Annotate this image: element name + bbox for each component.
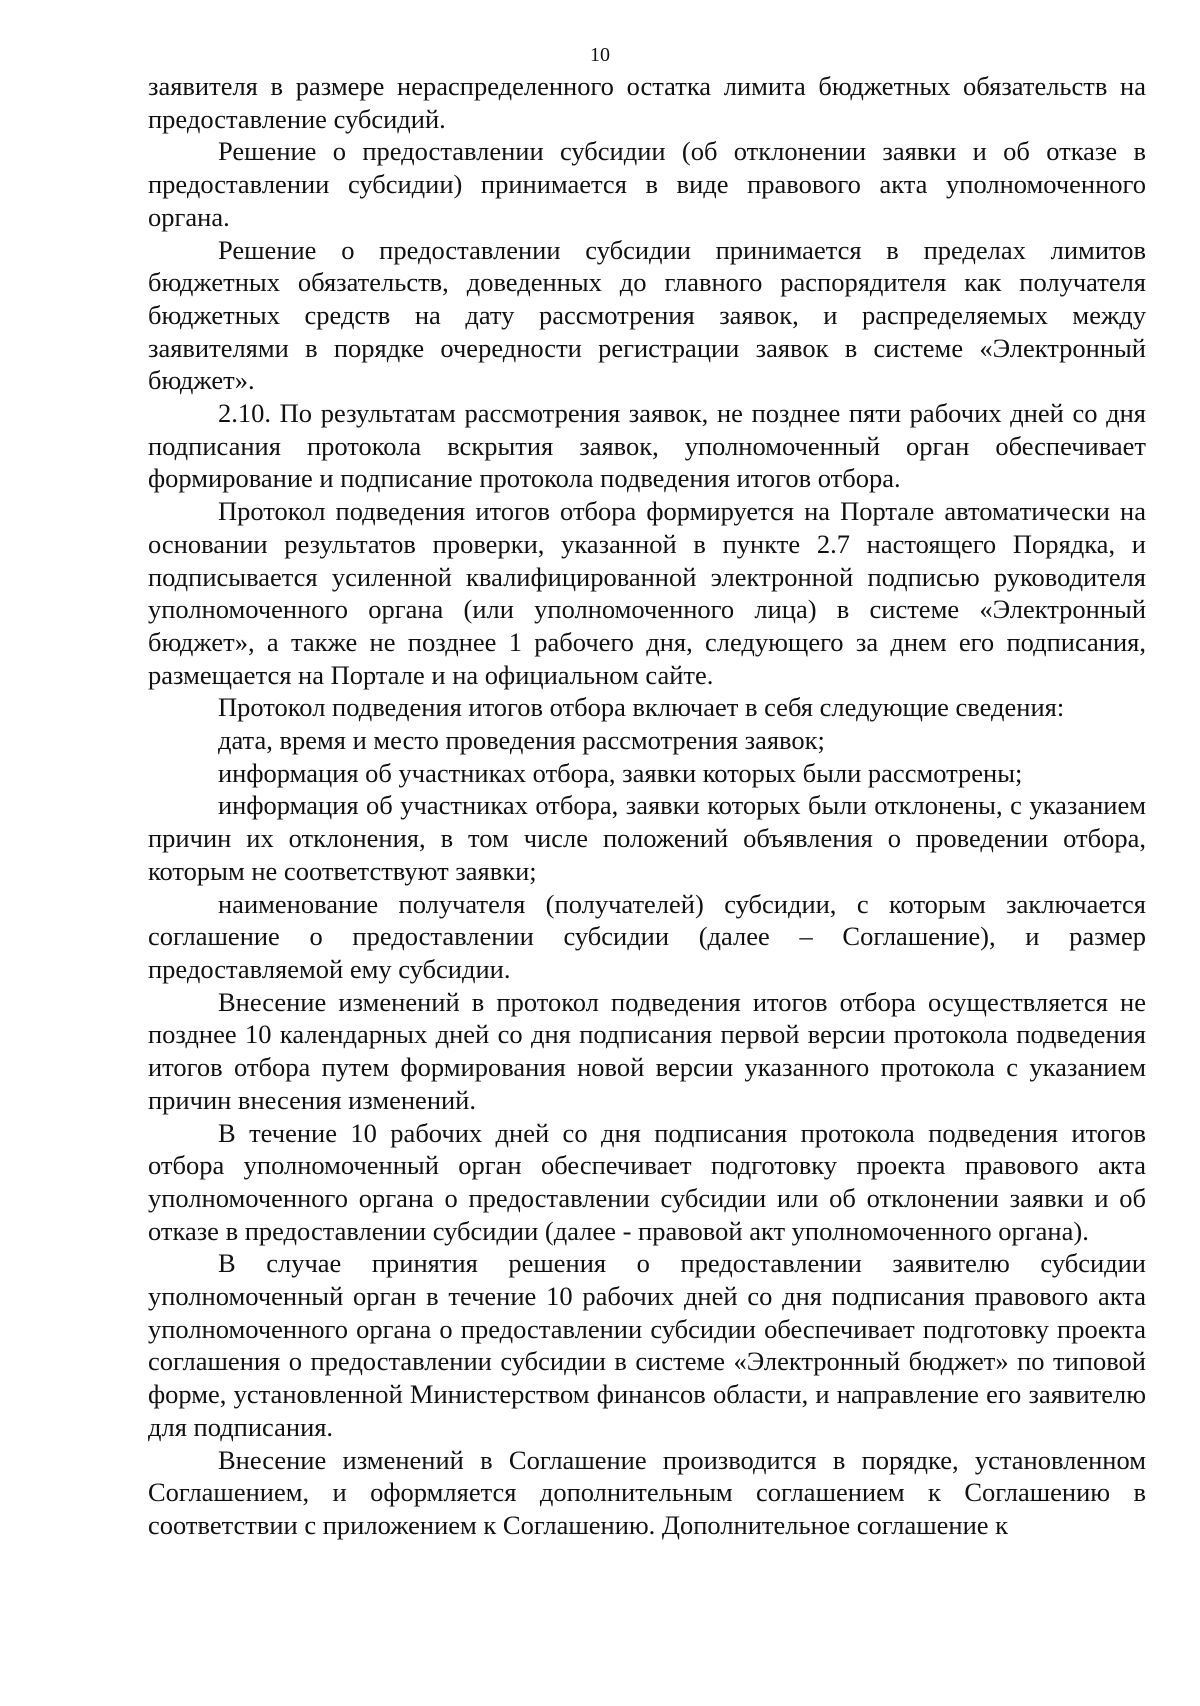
paragraph: В течение 10 рабочих дней со дня подписания протокола подведения итогов отбора уполномоченный орган обеспечивает подготовку проекта правового акта уполномоченного органа о предоставлении субсидии или об отклонении заявки и об отказе в предоставлении субсидии (далее - правовой акт уполномоченного органа). — [148, 1117, 1146, 1246]
paragraph: Внесение изменений в протокол подведения итогов отбора осуществляется не позднее 10 календарных дней со дня подписания первой версии протокола подведения итогов отбора путем формирования новой версии указанного протокола с указанием причин внесения изменений. — [148, 986, 1146, 1115]
document-body — [148, 70, 1146, 1542]
paragraph-continuation: заявителя в размере нераспределенного остатка лимита бюджетных обязательств на предоставление субсидий. — [148, 71, 1146, 134]
paragraph: Внесение изменений в Соглашение производится в порядке, установленном Соглашением, и оформляется дополнительным соглашением к Соглашению в соответствии с приложением к Соглашению. Дополнительное соглашение к — [148, 1444, 1146, 1540]
page-number: 10 — [590, 44, 610, 66]
paragraph: Протокол подведения итогов отбора формируется на Портале автоматически на основании результатов проверки, указанной в пункте 2.7 настоящего Порядка, и подписывается усиленной квалифицированной электронной подписью руководителя уполномоченного органа (или уполномоченного лица) в системе «Электронный бюджет», а также не позднее 1 рабочего дня, следующего за днем его подписания, размещается на Портале и на официальном сайте. — [148, 496, 1146, 690]
list-item: наименование получателя (получателей) субсидии, с которым заключается соглашение о предоставлении субсидии (далее – Соглашение), и размер предоставляемой ему субсидии. — [148, 888, 1146, 984]
paragraph: Протокол подведения итогов отбора включает в себя следующие сведения: — [218, 692, 1065, 723]
list-item: информация об участниках отбора, заявки которых были рассмотрены; — [218, 757, 1023, 788]
list-item: информация об участниках отбора, заявки которых были отклонены, с указанием причин их отклонения, в том числе положений объявления о проведении отбора, которым не соответствуют заявки; — [148, 790, 1146, 886]
paragraph-clause-2-10: 2.10. По результатам рассмотрения заявок, не позднее пяти рабочих дней со дня подписания протокола вскрытия заявок, уполномоченный орган обеспечивает формирование и подписание протокола подведения итогов отбора. — [148, 398, 1146, 494]
paragraph: Решение о предоставлении субсидии (об отклонении заявки и об отказе в предоставлении субсидии) принимается в виде правового акта уполномоченного органа. — [148, 136, 1146, 232]
paragraph: Решение о предоставлении субсидии принимается в пределах лимитов бюджетных обязательств, доведенных до главного распорядителя как получателя бюджетных средств на дату рассмотрения заявок, и распределяемых между заявителями в порядке очередности регистрации заявок в системе «Электронный бюджет». — [148, 234, 1146, 396]
paragraph: В случае принятия решения о предоставлении заявителю субсидии уполномоченный орган в течение 10 рабочих дней со дня подписания правового акта уполномоченного органа о предоставлении субсидии обеспечивает подготовку проекта соглашения о предоставлении субсидии в системе «Электронный бюджет» по типовой форме, установленной Министерством финансов области, и направление его заявителю для подписания. — [148, 1248, 1146, 1442]
list-item: дата, время и место проведения рассмотрения заявок; — [218, 725, 825, 756]
